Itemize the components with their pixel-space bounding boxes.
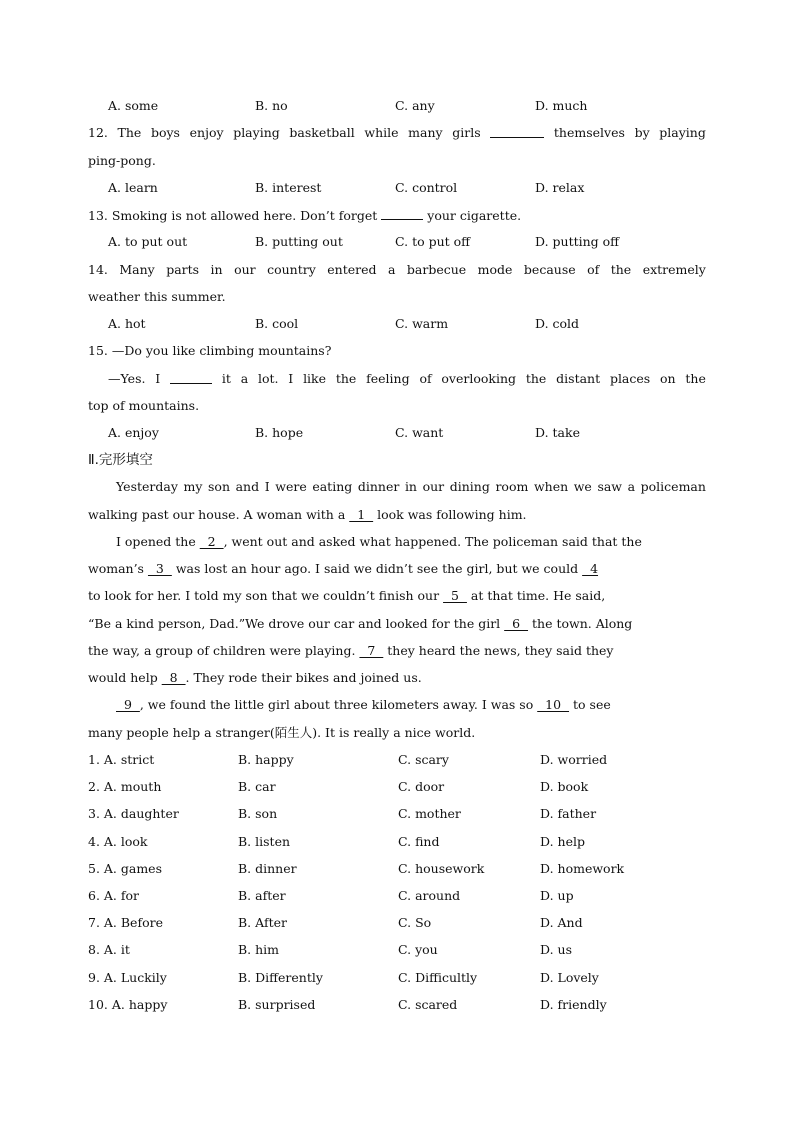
- word: because: [523, 262, 576, 277]
- cloze-4-option-d: D. help: [540, 834, 585, 849]
- q14-option-a: A. hot: [108, 316, 146, 331]
- passage-p3-line1: [116, 697, 611, 713]
- word: places: [609, 371, 651, 386]
- cloze-blank-8: 8: [161, 670, 186, 685]
- word: a: [627, 479, 636, 494]
- cloze-6-option-d: D. up: [540, 888, 574, 903]
- cloze-3-option-c: C. mother: [398, 806, 461, 821]
- section-heading: Ⅱ.完形填空: [88, 452, 153, 468]
- passage-text: at that time. He said,: [470, 588, 606, 603]
- q12-option-d: D. relax: [535, 180, 585, 195]
- q15-option-d: D. take: [535, 425, 580, 440]
- word: boys: [150, 125, 180, 140]
- word: of: [419, 371, 432, 386]
- q13-option-b: B. putting out: [255, 234, 343, 249]
- word: policeman: [640, 479, 706, 494]
- cloze-1-option-a: 1. A. strict: [88, 752, 155, 767]
- cloze-blank-7: 7: [359, 643, 384, 658]
- word: were: [275, 479, 307, 494]
- cloze-blank-2: 2: [199, 534, 224, 549]
- cloze-8-option-b: B. him: [238, 942, 280, 957]
- word: son: [208, 479, 230, 494]
- cloze-9-option-a: 9. A. Luckily: [88, 970, 167, 985]
- cloze-9-option-b: B. Differently: [238, 970, 323, 985]
- word: it: [221, 371, 231, 386]
- word: mode: [477, 262, 513, 277]
- word: a: [388, 262, 396, 277]
- cloze-2-option-b: B. car: [238, 779, 276, 794]
- q13-text-after: your cigarette.: [427, 208, 522, 223]
- passage-p2-line1: [116, 534, 706, 550]
- word: playing: [233, 125, 280, 140]
- word: enjoy: [189, 125, 224, 140]
- word: while: [364, 125, 399, 140]
- word: the: [685, 371, 706, 386]
- cloze-5-option-a: 5. A. games: [88, 861, 162, 876]
- passage-text: to look for her. I told my son that we couldn’t finish our: [88, 588, 440, 603]
- passage-text: would help: [88, 670, 158, 685]
- cloze-2-option-d: D. book: [540, 779, 589, 794]
- passage-p2-line6: [88, 670, 422, 686]
- passage-text: , we found the little girl about three kilometers away. I was so: [139, 697, 534, 712]
- word: in: [210, 262, 223, 277]
- passage-text: . They rode their bikes and joined us.: [185, 670, 422, 685]
- q13-option-d: D. putting off: [535, 234, 620, 249]
- word: and: [235, 479, 260, 494]
- q12-option-c: C. control: [395, 180, 458, 195]
- cloze-blank-9: 9: [116, 697, 140, 712]
- word: basketball: [289, 125, 355, 140]
- cloze-10-option-d: D. friendly: [540, 997, 607, 1012]
- word: feeling: [366, 371, 410, 386]
- cloze-4-option-c: C. find: [398, 834, 440, 849]
- cloze-3-option-b: B. son: [238, 806, 278, 821]
- cloze-4-option-a: 4. A. look: [88, 834, 148, 849]
- cloze-7-option-c: C. So: [398, 915, 432, 930]
- cloze-8-option-d: D. us: [540, 942, 572, 957]
- q15-option-c: C. want: [395, 425, 444, 440]
- word: 14.: [88, 262, 108, 277]
- cloze-3-option-d: D. father: [540, 806, 597, 821]
- cloze-9-option-d: D. Lovely: [540, 970, 599, 985]
- word: by: [634, 125, 650, 140]
- passage-text: woman’s: [88, 561, 144, 576]
- passage-p2-line3: [88, 588, 605, 604]
- word: overlooking: [441, 371, 517, 386]
- q13-stem: [88, 207, 521, 224]
- word: a: [240, 371, 249, 386]
- word: our: [422, 479, 445, 494]
- answer-blank: [490, 125, 544, 138]
- passage-text: to see: [573, 697, 611, 712]
- word: saw: [597, 479, 623, 494]
- word: our: [234, 262, 256, 277]
- cloze-4-option-b: B. listen: [238, 834, 291, 849]
- word: dining: [449, 479, 490, 494]
- q11-option-b: B. no: [255, 98, 288, 113]
- cloze-8-option-c: C. you: [398, 942, 438, 957]
- q13-text-before: 13. Smoking is not allowed here. Don’t forget: [88, 208, 378, 223]
- passage-p1-line2: [88, 507, 527, 523]
- passage-p2-line4: [88, 616, 632, 632]
- cloze-2-option-a: 2. A. mouth: [88, 779, 162, 794]
- word: —Yes.: [108, 371, 146, 386]
- word: the: [335, 371, 357, 386]
- cloze-1-option-b: B. happy: [238, 752, 294, 767]
- passage-text: they heard the news, they said they: [387, 643, 614, 658]
- cloze-blank-4: 4: [582, 561, 599, 576]
- word: Many: [119, 262, 155, 277]
- cloze-blank-10: 10: [537, 697, 570, 712]
- passage-text: “Be a kind person, Dad.”We drove our car and looked for the girl: [88, 616, 501, 631]
- cloze-5-option-b: B. dinner: [238, 861, 297, 876]
- passage-p1-line1: [116, 479, 706, 495]
- passage-text: I opened the: [116, 534, 196, 549]
- q14-option-b: B. cool: [255, 316, 299, 331]
- passage-p3-line2: many people help a stranger(陌生人). It is really a nice world.: [88, 725, 476, 740]
- answer-blank: [381, 207, 423, 220]
- passage-p2-line5: [88, 643, 613, 659]
- cloze-blank-6: 6: [504, 616, 529, 631]
- word: eating: [312, 479, 353, 494]
- word: we: [573, 479, 592, 494]
- passage-text: look was following him.: [377, 507, 527, 522]
- word: when: [533, 479, 569, 494]
- passage-text: walking past our house. A woman with a: [88, 507, 346, 522]
- q15-stem-line2: [108, 371, 706, 387]
- word: I: [288, 371, 294, 386]
- passage-text: the town. Along: [532, 616, 633, 631]
- word: extremely: [642, 262, 706, 277]
- cloze-7-option-d: D. And: [540, 915, 583, 930]
- cloze-blank-1: 1: [349, 507, 374, 522]
- word: barbecue: [406, 262, 467, 277]
- word: I: [264, 479, 270, 494]
- cloze-blank-3: 3: [147, 561, 172, 576]
- cloze-10-option-b: B. surprised: [238, 997, 316, 1012]
- word: country: [267, 262, 316, 277]
- word: the: [610, 262, 632, 277]
- cloze-5-option-c: C. housework: [398, 861, 485, 876]
- cloze-7-option-b: B. After: [238, 915, 287, 930]
- q11-option-a: A. some: [108, 98, 159, 113]
- q11-option-c: C. any: [395, 98, 435, 113]
- cloze-10-option-a: 10. A. happy: [88, 997, 168, 1012]
- word: room: [495, 479, 529, 494]
- passage-p2-line2: [88, 561, 598, 577]
- q15-stem-line3: top of mountains.: [88, 398, 200, 413]
- word: in: [404, 479, 417, 494]
- word: like: [303, 371, 327, 386]
- q12-option-a: A. learn: [108, 180, 158, 195]
- word: girls: [452, 125, 481, 140]
- q14-option-c: C. warm: [395, 316, 449, 331]
- word: parts: [166, 262, 200, 277]
- word: playing: [659, 125, 706, 140]
- q13-option-a: A. to put out: [108, 234, 188, 249]
- word: my: [183, 479, 203, 494]
- word: lot.: [257, 371, 279, 386]
- word: distant: [556, 371, 601, 386]
- q15-option-b: B. hope: [255, 425, 304, 440]
- passage-text: the way, a group of children were playing.: [88, 643, 356, 658]
- q12-option-b: B. interest: [255, 180, 322, 195]
- q15-option-a: A. enjoy: [108, 425, 159, 440]
- q14-option-d: D. cold: [535, 316, 580, 331]
- cloze-6-option-a: 6. A. for: [88, 888, 140, 903]
- cloze-2-option-c: C. door: [398, 779, 445, 794]
- word: dinner: [357, 479, 400, 494]
- q12-stem-line2: ping-pong.: [88, 153, 156, 168]
- word: themselves: [553, 125, 625, 140]
- word: entered: [327, 262, 377, 277]
- cloze-1-option-d: D. worried: [540, 752, 608, 767]
- q13-option-c: C. to put off: [395, 234, 471, 249]
- cloze-5-option-d: D. homework: [540, 861, 625, 876]
- cloze-10-option-c: C. scared: [398, 997, 458, 1012]
- q14-stem-line1: [88, 262, 706, 278]
- word: on: [660, 371, 676, 386]
- cloze-8-option-a: 8. A. it: [88, 942, 130, 957]
- q14-stem-line2: weather this summer.: [88, 289, 226, 304]
- word: Yesterday: [116, 479, 178, 494]
- word: I: [155, 371, 161, 386]
- cloze-6-option-b: B. after: [238, 888, 286, 903]
- cloze-1-option-c: C. scary: [398, 752, 449, 767]
- answer-blank: [170, 371, 212, 384]
- cloze-blank-5: 5: [443, 588, 467, 603]
- passage-text: , went out and asked what happened. The policeman said that the: [223, 534, 642, 549]
- word: of: [587, 262, 600, 277]
- q15-stem-line1: 15. —Do you like climbing mountains?: [88, 343, 332, 358]
- q12-stem-line1: [88, 125, 706, 141]
- word: The: [117, 125, 142, 140]
- word: the: [525, 371, 547, 386]
- word: 12.: [88, 125, 108, 140]
- cloze-9-option-c: C. Difficultly: [398, 970, 478, 985]
- passage-text: was lost an hour ago. I said we didn’t see the girl, but we could: [175, 561, 579, 576]
- cloze-3-option-a: 3. A. daughter: [88, 806, 179, 821]
- word: many: [408, 125, 443, 140]
- q11-option-d: D. much: [535, 98, 588, 113]
- cloze-7-option-a: 7. A. Before: [88, 915, 163, 930]
- cloze-6-option-c: C. around: [398, 888, 461, 903]
